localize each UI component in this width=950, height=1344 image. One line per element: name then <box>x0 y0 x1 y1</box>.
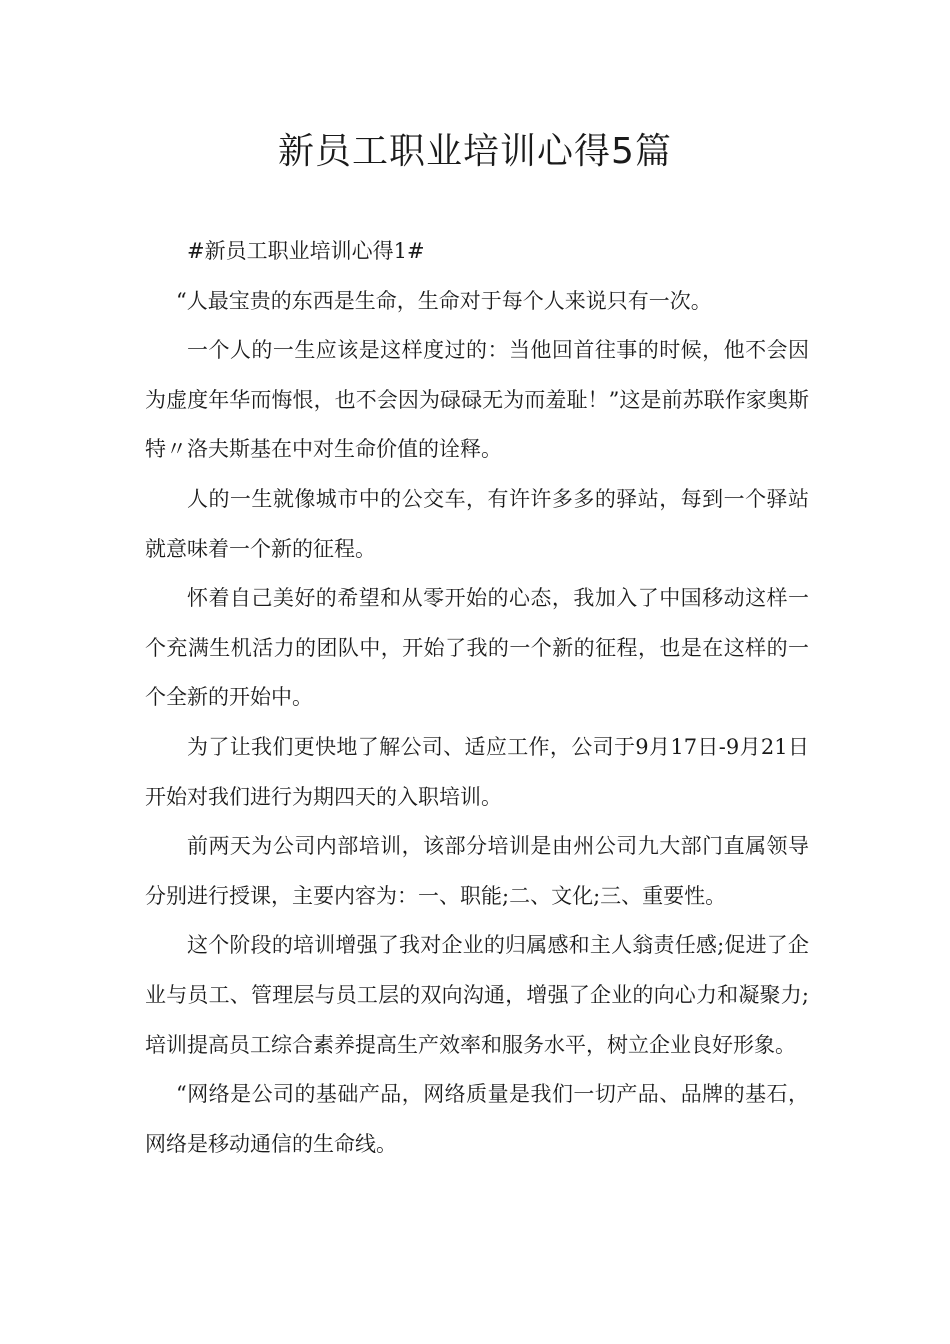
document-title: 新员工职业培训心得5篇 <box>278 131 672 172</box>
section-heading: #新员工职业培训心得1# <box>187 239 425 263</box>
paragraph-7: 这个阶段的培训增强了我对企业的归属感和主人翁责任感;促进了企业与员工、管理层与员工层的双向沟通，增强了企业的向心力和凝聚力;培训提高员工综合素养提高生产效率和服务水平，树立企业良好形象。 <box>145 933 809 1057</box>
paragraph-4: 怀着自己美好的希望和从零开始的心态，我加入了中国移动这样一个充满生机活力的团队中，开始了我的一个新的征程，也是在这样的一个全新的开始中。 <box>145 586 809 710</box>
document-body <box>145 227 809 1169</box>
paragraph-5: 为了让我们更快地了解公司、适应工作，公司于9月17日-9月21日开始对我们进行为期四天的入职培训。 <box>145 734 809 809</box>
paragraph-1: “人最宝贵的东西是生命，生命对于每个人来说只有一次。 <box>176 288 712 313</box>
paragraph-6: 前两天为公司内部培训，该部分培训是由州公司九大部门直属领导分别进行授课，主要内容为：一、职能;二、文化;三、重要性。 <box>145 834 809 908</box>
paragraph-2: 一个人的一生应该是这样度过的：当他回首往事的时候，他不会因为虚度年华而悔恨，也不会因为碌碌无为而羞耻！”这是前苏联作家奥斯特〃洛夫斯基在中对生命价值的诠释。 <box>145 338 809 462</box>
paragraph-3: 人的一生就像城市中的公交车，有许许多多的驿站，每到一个驿站就意味着一个新的征程。 <box>145 486 809 561</box>
paragraph-8: “网络是公司的基础产品，网络质量是我们一切产品、品牌的基石，网络是移动通信的生命线。 <box>145 1082 809 1156</box>
